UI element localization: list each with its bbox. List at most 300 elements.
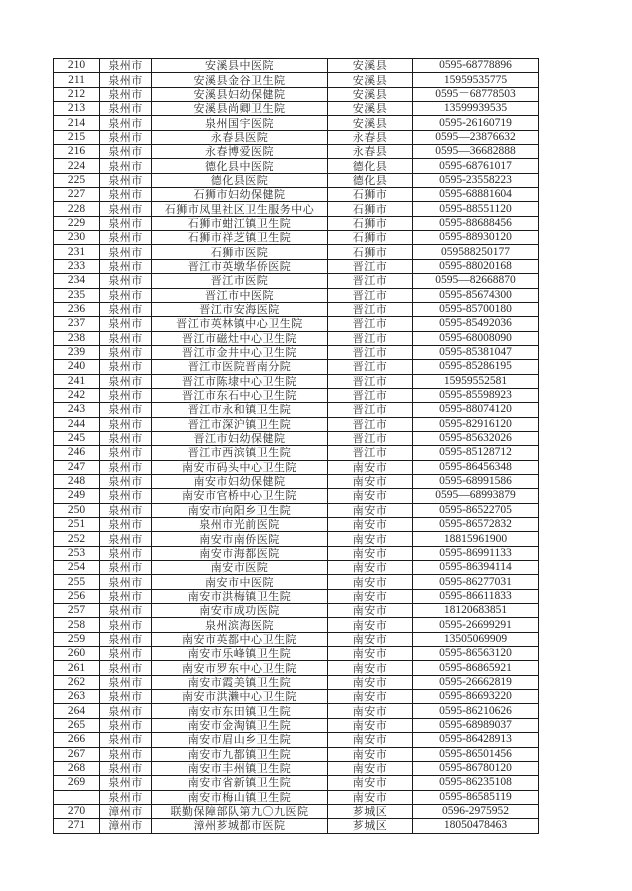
hospital-name-cell: 德化县中医院 <box>152 159 328 173</box>
county-cell: 石狮市 <box>328 245 413 259</box>
row-number-cell: 254 <box>54 561 100 575</box>
table-row <box>54 460 539 474</box>
hospital-name-cell: 南安市海都医院 <box>152 546 328 560</box>
city-cell: 泉州市 <box>100 245 152 259</box>
row-number-cell: 263 <box>54 690 100 704</box>
table-row <box>54 59 539 73</box>
phone-cell: 13599939535 <box>413 102 539 116</box>
county-cell: 晋江市 <box>328 374 413 388</box>
phone-cell: 0595-82916120 <box>413 417 539 431</box>
row-number-cell: 250 <box>54 503 100 517</box>
row-number-cell: 266 <box>54 733 100 747</box>
county-cell: 南安市 <box>328 503 413 517</box>
row-number-cell: 269 <box>54 776 100 790</box>
phone-cell: 18050478463 <box>413 819 539 833</box>
phone-cell: 13505069909 <box>413 632 539 646</box>
hospital-name-cell: 晋江市安海医院 <box>152 302 328 316</box>
county-cell: 晋江市 <box>328 446 413 460</box>
hospital-name-cell: 晋江市永和镇卫生院 <box>152 403 328 417</box>
city-cell: 泉州市 <box>100 102 152 116</box>
phone-cell: 0595—82668870 <box>413 274 539 288</box>
county-cell: 永春县 <box>328 145 413 159</box>
hospital-name-cell: 晋江市磁灶中心卫生院 <box>152 331 328 345</box>
hospital-name-cell: 联勤保障部队第九〇九医院 <box>152 804 328 818</box>
city-cell: 泉州市 <box>100 761 152 775</box>
hospital-name-cell: 南安市丰州镇卫生院 <box>152 761 328 775</box>
hospital-table <box>53 58 539 834</box>
hospital-name-cell: 南安市向阳乡卫生院 <box>152 503 328 517</box>
city-cell: 泉州市 <box>100 59 152 73</box>
county-cell: 安溪县 <box>328 102 413 116</box>
row-number-cell: 244 <box>54 417 100 431</box>
row-number-cell: 234 <box>54 274 100 288</box>
phone-cell: 0595-26699291 <box>413 618 539 632</box>
phone-cell: 0595-85492036 <box>413 317 539 331</box>
hospital-name-cell: 晋江市陈埭中心卫生院 <box>152 374 328 388</box>
phone-cell: 18120683851 <box>413 604 539 618</box>
county-cell: 南安市 <box>328 604 413 618</box>
table-row <box>54 790 539 804</box>
hospital-name-cell: 石狮市祥芝镇卫生院 <box>152 231 328 245</box>
hospital-name-cell: 安溪县尚卿卫生院 <box>152 102 328 116</box>
city-cell: 泉州市 <box>100 589 152 603</box>
county-cell: 晋江市 <box>328 259 413 273</box>
hospital-name-cell: 南安市眉山乡卫生院 <box>152 733 328 747</box>
row-number-cell: 242 <box>54 388 100 402</box>
row-number-cell: 257 <box>54 604 100 618</box>
phone-cell: 0595-86210626 <box>413 704 539 718</box>
hospital-name-cell: 南安市中医院 <box>152 575 328 589</box>
phone-cell: 0595-85286195 <box>413 360 539 374</box>
county-cell: 南安市 <box>328 675 413 689</box>
row-number-cell: 212 <box>54 87 100 101</box>
county-cell: 德化县 <box>328 173 413 187</box>
table-row <box>54 202 539 216</box>
hospital-name-cell: 安溪县金谷卫生院 <box>152 73 328 87</box>
city-cell: 泉州市 <box>100 87 152 101</box>
row-number-cell: 260 <box>54 647 100 661</box>
county-cell: 安溪县 <box>328 59 413 73</box>
city-cell: 泉州市 <box>100 733 152 747</box>
phone-cell: 0595-85381047 <box>413 345 539 359</box>
city-cell: 泉州市 <box>100 618 152 632</box>
table-row <box>54 589 539 603</box>
hospital-name-cell: 晋江市西滨镇卫生院 <box>152 446 328 460</box>
table-row <box>54 747 539 761</box>
hospital-name-cell: 南安市成功医院 <box>152 604 328 618</box>
hospital-name-cell: 晋江市金井中心卫生院 <box>152 345 328 359</box>
county-cell: 晋江市 <box>328 360 413 374</box>
row-number-cell: 225 <box>54 173 100 187</box>
phone-cell: 0595-26662819 <box>413 675 539 689</box>
city-cell: 泉州市 <box>100 116 152 130</box>
table-row <box>54 317 539 331</box>
city-cell: 泉州市 <box>100 546 152 560</box>
city-cell: 泉州市 <box>100 790 152 804</box>
hospital-name-cell: 晋江市妇幼保健院 <box>152 431 328 445</box>
table-row <box>54 661 539 675</box>
city-cell: 泉州市 <box>100 159 152 173</box>
table-row <box>54 145 539 159</box>
table-row <box>54 245 539 259</box>
phone-cell: 0595—68993879 <box>413 489 539 503</box>
city-cell: 泉州市 <box>100 532 152 546</box>
hospital-name-cell: 南安市洪梅镇卫生院 <box>152 589 328 603</box>
hospital-name-cell: 南安市乐峰镇卫生院 <box>152 647 328 661</box>
hospital-name-cell: 晋江市英林镇中心卫生院 <box>152 317 328 331</box>
city-cell: 泉州市 <box>100 561 152 575</box>
phone-cell: 0595-88930120 <box>413 231 539 245</box>
phone-cell: 0595-86428913 <box>413 733 539 747</box>
row-number-cell: 211 <box>54 73 100 87</box>
row-number-cell: 247 <box>54 460 100 474</box>
row-number-cell: 230 <box>54 231 100 245</box>
phone-cell: 0595-68991586 <box>413 474 539 488</box>
hospital-name-cell: 石狮市医院 <box>152 245 328 259</box>
hospital-name-cell: 南安市罗东中心卫生院 <box>152 661 328 675</box>
county-cell: 芗城区 <box>328 804 413 818</box>
hospital-name-cell: 南安市医院 <box>152 561 328 575</box>
city-cell: 泉州市 <box>100 274 152 288</box>
phone-cell: 0595-86277031 <box>413 575 539 589</box>
table-row <box>54 575 539 589</box>
table-row <box>54 188 539 202</box>
city-cell: 泉州市 <box>100 747 152 761</box>
city-cell: 泉州市 <box>100 188 152 202</box>
city-cell: 泉州市 <box>100 331 152 345</box>
phone-cell: 0595—36682888 <box>413 145 539 159</box>
city-cell: 泉州市 <box>100 388 152 402</box>
county-cell: 南安市 <box>328 518 413 532</box>
city-cell: 泉州市 <box>100 718 152 732</box>
table-row <box>54 73 539 87</box>
hospital-table-body <box>54 59 539 834</box>
phone-cell: 0595-68008090 <box>413 331 539 345</box>
row-number-cell: 231 <box>54 245 100 259</box>
row-number-cell: 243 <box>54 403 100 417</box>
hospital-name-cell: 泉州市光前医院 <box>152 518 328 532</box>
county-cell: 南安市 <box>328 575 413 589</box>
table-row <box>54 374 539 388</box>
row-number-cell: 271 <box>54 819 100 833</box>
table-row <box>54 733 539 747</box>
county-cell: 南安市 <box>328 704 413 718</box>
row-number-cell: 229 <box>54 216 100 230</box>
phone-cell: 0595-86394114 <box>413 561 539 575</box>
row-number-cell: 268 <box>54 761 100 775</box>
table-row <box>54 388 539 402</box>
county-cell: 永春县 <box>328 130 413 144</box>
table-row <box>54 632 539 646</box>
city-cell: 泉州市 <box>100 776 152 790</box>
row-number-cell: 237 <box>54 317 100 331</box>
table-row <box>54 518 539 532</box>
hospital-name-cell: 安溪县妇幼保健院 <box>152 87 328 101</box>
hospital-name-cell: 南安市英都中心卫生院 <box>152 632 328 646</box>
city-cell: 泉州市 <box>100 675 152 689</box>
county-cell: 晋江市 <box>328 317 413 331</box>
city-cell: 泉州市 <box>100 317 152 331</box>
table-row <box>54 804 539 818</box>
city-cell: 泉州市 <box>100 374 152 388</box>
row-number-cell: 255 <box>54 575 100 589</box>
row-number-cell: 214 <box>54 116 100 130</box>
city-cell: 泉州市 <box>100 345 152 359</box>
county-cell: 安溪县 <box>328 116 413 130</box>
table-row <box>54 474 539 488</box>
hospital-name-cell: 石狮市妇幼保健院 <box>152 188 328 202</box>
row-number-cell: 241 <box>54 374 100 388</box>
city-cell: 泉州市 <box>100 604 152 618</box>
county-cell: 晋江市 <box>328 417 413 431</box>
county-cell: 南安市 <box>328 647 413 661</box>
table-row <box>54 288 539 302</box>
county-cell: 南安市 <box>328 532 413 546</box>
phone-cell: 0595-86235108 <box>413 776 539 790</box>
county-cell: 石狮市 <box>328 216 413 230</box>
city-cell: 泉州市 <box>100 446 152 460</box>
city-cell: 泉州市 <box>100 661 152 675</box>
row-number-cell: 239 <box>54 345 100 359</box>
city-cell: 泉州市 <box>100 73 152 87</box>
city-cell: 泉州市 <box>100 145 152 159</box>
city-cell: 泉州市 <box>100 259 152 273</box>
table-row <box>54 776 539 790</box>
hospital-name-cell: 南安市码头中心卫生院 <box>152 460 328 474</box>
table-row <box>54 231 539 245</box>
city-cell: 泉州市 <box>100 474 152 488</box>
row-number-cell: 264 <box>54 704 100 718</box>
county-cell: 南安市 <box>328 474 413 488</box>
table-row <box>54 302 539 316</box>
phone-cell: 059588250177 <box>413 245 539 259</box>
row-number-cell: 261 <box>54 661 100 675</box>
table-row <box>54 704 539 718</box>
phone-cell: 0595-85700180 <box>413 302 539 316</box>
phone-cell: 0595-85598923 <box>413 388 539 402</box>
phone-cell: 0595-88551120 <box>413 202 539 216</box>
hospital-name-cell: 南安市金淘镇卫生院 <box>152 718 328 732</box>
county-cell: 安溪县 <box>328 87 413 101</box>
city-cell: 泉州市 <box>100 460 152 474</box>
table-row <box>54 87 539 101</box>
city-cell: 泉州市 <box>100 575 152 589</box>
table-row <box>54 546 539 560</box>
row-number-cell: 259 <box>54 632 100 646</box>
row-number-cell: 253 <box>54 546 100 560</box>
county-cell: 南安市 <box>328 747 413 761</box>
county-cell: 南安市 <box>328 546 413 560</box>
table-row <box>54 159 539 173</box>
city-cell: 泉州市 <box>100 690 152 704</box>
table-row <box>54 130 539 144</box>
table-row <box>54 403 539 417</box>
hospital-name-cell: 泉州国宇医院 <box>152 116 328 130</box>
hospital-name-cell: 安溪县中医院 <box>152 59 328 73</box>
county-cell: 南安市 <box>328 632 413 646</box>
table-row <box>54 690 539 704</box>
hospital-name-cell: 石狮市蚶江镇卫生院 <box>152 216 328 230</box>
city-cell: 漳州市 <box>100 819 152 833</box>
city-cell: 泉州市 <box>100 489 152 503</box>
county-cell: 南安市 <box>328 561 413 575</box>
county-cell: 南安市 <box>328 733 413 747</box>
city-cell: 漳州市 <box>100 804 152 818</box>
hospital-name-cell: 晋江市中医院 <box>152 288 328 302</box>
row-number-cell: 240 <box>54 360 100 374</box>
row-number-cell: 248 <box>54 474 100 488</box>
hospital-name-cell: 晋江市医院 <box>152 274 328 288</box>
row-number-cell <box>54 790 100 804</box>
table-row <box>54 561 539 575</box>
phone-cell: 15959535775 <box>413 73 539 87</box>
table-row <box>54 173 539 187</box>
phone-cell: 0595-86780120 <box>413 761 539 775</box>
hospital-name-cell: 晋江市英墩华侨医院 <box>152 259 328 273</box>
city-cell: 泉州市 <box>100 503 152 517</box>
county-cell: 晋江市 <box>328 331 413 345</box>
phone-cell: 0595-68778896 <box>413 59 539 73</box>
phone-cell: 15959552581 <box>413 374 539 388</box>
row-number-cell: 265 <box>54 718 100 732</box>
table-row <box>54 116 539 130</box>
row-number-cell: 224 <box>54 159 100 173</box>
city-cell: 泉州市 <box>100 302 152 316</box>
city-cell: 泉州市 <box>100 647 152 661</box>
hospital-name-cell: 南安市洪濑中心卫生院 <box>152 690 328 704</box>
row-number-cell: 249 <box>54 489 100 503</box>
hospital-name-cell: 石狮市凤里社区卫生服务中心 <box>152 202 328 216</box>
phone-cell: 0595-26160719 <box>413 116 539 130</box>
table-row <box>54 718 539 732</box>
hospital-name-cell: 晋江市东石中心卫生院 <box>152 388 328 402</box>
table-row <box>54 102 539 116</box>
table-row <box>54 532 539 546</box>
phone-cell: 0595-86572832 <box>413 518 539 532</box>
hospital-name-cell: 晋江市医院晋南分院 <box>152 360 328 374</box>
phone-cell: 0595-86693220 <box>413 690 539 704</box>
county-cell: 石狮市 <box>328 188 413 202</box>
row-number-cell: 235 <box>54 288 100 302</box>
city-cell: 泉州市 <box>100 216 152 230</box>
phone-cell: 0595－68778503 <box>413 87 539 101</box>
city-cell: 泉州市 <box>100 173 152 187</box>
city-cell: 泉州市 <box>100 231 152 245</box>
phone-cell: 0595-86456348 <box>413 460 539 474</box>
table-row <box>54 274 539 288</box>
row-number-cell: 236 <box>54 302 100 316</box>
city-cell: 泉州市 <box>100 360 152 374</box>
table-row <box>54 675 539 689</box>
phone-cell: 0595-88020168 <box>413 259 539 273</box>
phone-cell: 0595-68989037 <box>413 718 539 732</box>
city-cell: 泉州市 <box>100 417 152 431</box>
phone-cell: 0595-68881604 <box>413 188 539 202</box>
row-number-cell: 228 <box>54 202 100 216</box>
county-cell: 南安市 <box>328 489 413 503</box>
table-row <box>54 604 539 618</box>
phone-cell: 0595—23876632 <box>413 130 539 144</box>
phone-cell: 0595-86501456 <box>413 747 539 761</box>
phone-cell: 0595-86611833 <box>413 589 539 603</box>
table-row <box>54 761 539 775</box>
row-number-cell: 233 <box>54 259 100 273</box>
row-number-cell: 258 <box>54 618 100 632</box>
hospital-name-cell: 南安市妇幼保健院 <box>152 474 328 488</box>
hospital-name-cell: 德化县医院 <box>152 173 328 187</box>
row-number-cell: 213 <box>54 102 100 116</box>
hospital-name-cell: 南安市东田镇卫生院 <box>152 704 328 718</box>
county-cell: 晋江市 <box>328 403 413 417</box>
hospital-name-cell: 南安市省新镇卫生院 <box>152 776 328 790</box>
county-cell: 南安市 <box>328 460 413 474</box>
city-cell: 泉州市 <box>100 288 152 302</box>
phone-cell: 0595-85128712 <box>413 446 539 460</box>
county-cell: 晋江市 <box>328 274 413 288</box>
table-row <box>54 647 539 661</box>
county-cell: 南安市 <box>328 776 413 790</box>
row-number-cell: 262 <box>54 675 100 689</box>
table-row <box>54 431 539 445</box>
row-number-cell: 251 <box>54 518 100 532</box>
city-cell: 泉州市 <box>100 632 152 646</box>
hospital-name-cell: 南安市梅山镇卫生院 <box>152 790 328 804</box>
row-number-cell: 267 <box>54 747 100 761</box>
table-row <box>54 331 539 345</box>
county-cell: 芗城区 <box>328 819 413 833</box>
phone-cell: 0595-85632026 <box>413 431 539 445</box>
city-cell: 泉州市 <box>100 130 152 144</box>
table-row <box>54 503 539 517</box>
hospital-name-cell: 永春县医院 <box>152 130 328 144</box>
phone-cell: 0595-86563120 <box>413 647 539 661</box>
county-cell: 石狮市 <box>328 202 413 216</box>
hospital-name-cell: 南安市南侨医院 <box>152 532 328 546</box>
row-number-cell: 270 <box>54 804 100 818</box>
phone-cell: 0596-2975952 <box>413 804 539 818</box>
county-cell: 南安市 <box>328 790 413 804</box>
table-row <box>54 446 539 460</box>
hospital-name-cell: 南安市九都镇卫生院 <box>152 747 328 761</box>
hospital-name-cell: 永春博爱医院 <box>152 145 328 159</box>
table-row <box>54 216 539 230</box>
row-number-cell: 238 <box>54 331 100 345</box>
city-cell: 泉州市 <box>100 704 152 718</box>
table-row <box>54 345 539 359</box>
row-number-cell: 246 <box>54 446 100 460</box>
phone-cell: 0595-86991133 <box>413 546 539 560</box>
county-cell: 晋江市 <box>328 431 413 445</box>
table-row <box>54 259 539 273</box>
hospital-name-cell: 漳州芗城都市医院 <box>152 819 328 833</box>
phone-cell: 0595-23558223 <box>413 173 539 187</box>
phone-cell: 0595-86522705 <box>413 503 539 517</box>
county-cell: 晋江市 <box>328 388 413 402</box>
city-cell: 泉州市 <box>100 202 152 216</box>
phone-cell: 0595-88688456 <box>413 216 539 230</box>
table-row <box>54 360 539 374</box>
county-cell: 晋江市 <box>328 302 413 316</box>
phone-cell: 0595-68761017 <box>413 159 539 173</box>
hospital-name-cell: 南安市霞美镇卫生院 <box>152 675 328 689</box>
county-cell: 石狮市 <box>328 231 413 245</box>
county-cell: 南安市 <box>328 761 413 775</box>
row-number-cell: 216 <box>54 145 100 159</box>
city-cell: 泉州市 <box>100 518 152 532</box>
row-number-cell: 245 <box>54 431 100 445</box>
county-cell: 德化县 <box>328 159 413 173</box>
table-row <box>54 819 539 833</box>
